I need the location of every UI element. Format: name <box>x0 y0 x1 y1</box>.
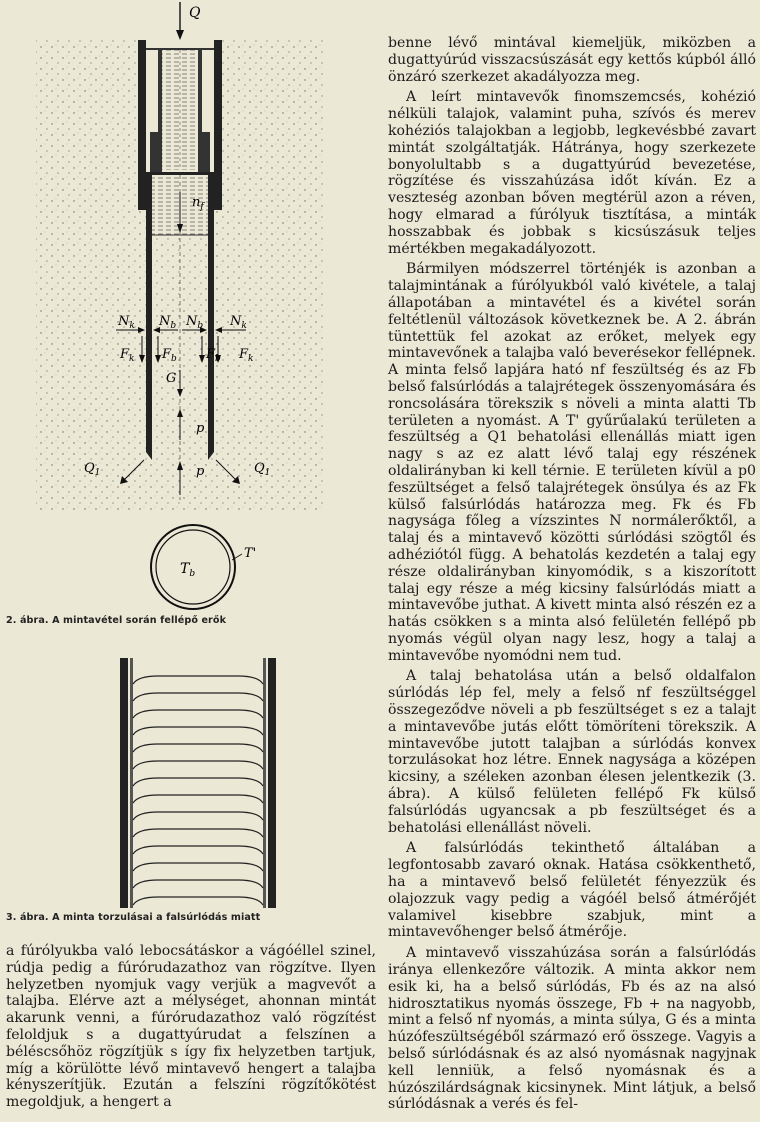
distortion-line <box>133 727 263 735</box>
paragraph: benne lévő mintával kiemeljük, miközben a dugattyúrúd visszacsúszását egy kettős kúpból álló önzáró szerkezet akadályozza meg. <box>388 35 756 85</box>
svg-text:Nk: $N_k$ <box>118 314 135 331</box>
distortion-line <box>133 778 263 786</box>
svg-text:Fb: $F_b$ <box>162 347 177 364</box>
distortion-line <box>133 761 263 769</box>
svg-text:p: p <box>196 421 205 436</box>
svg-text:Fb: $F_b$ <box>206 347 221 364</box>
svg-text:G: G <box>166 371 177 386</box>
distortion-line <box>133 693 263 701</box>
left-column-text <box>6 943 376 1111</box>
distortion-line <box>133 744 263 752</box>
right-column-text <box>388 35 756 1117</box>
distortion-line <box>133 795 263 803</box>
figure-2-sampler-forces <box>6 0 378 620</box>
distortion-line <box>133 880 263 888</box>
distortion-line <box>133 863 263 871</box>
paragraph: A leírt mintavevők finomszemcsés, kohézió nélküli talajok, valamint puha, szívós és merev kohéziós talajokban a legjobb, legkevésbbé zavart mintát szolgáltatják. Hátránya, hogy szerkezete bonyolultabb s a dugattyúrúd bevezetése, rögzítése és visszahúzása időt kíván. Ez a veszteség azonban bőven megtérül azon a réven, hogy elmarad a fúrólyuk tisztítása, a minták hosszabbak és jobbak s kicsúszásuk teljes mértékben megakadályozott. <box>388 89 756 257</box>
svg-text:T': T' <box>244 546 257 561</box>
svg-text:Q1: $Q_1$ <box>254 461 271 478</box>
distortion-line <box>133 812 263 820</box>
figure-3-sample-distortion <box>118 656 278 916</box>
distortion-line <box>133 710 263 718</box>
svg-text:p: p <box>196 464 205 479</box>
left-paragraph: a fúrólyukba való lebocsátáskor a vágóéllel szinel, rúdja pedig a fúrórudazathoz van rögzítve. Ilyen helyzetben nyomjuk vagy verjük a magvevőt a talajba. Elérve azt a mélységet, ahonnan mintát akarunk venni, a fúrórudazathoz való rögzítést feloldjuk s a dugattyúrudat a felszínen a béléscsőhöz rögzítjük s így fix helyzetben tartjuk, míg a körülötte lévő mintavevő hengert a talajba kényszerítjük. Ezután a felszíni rögzítőkötést megoldjuk, a hengert a <box>6 943 376 1111</box>
figure-3-caption: 3. ábra. A minta torzulásai a falsúrlódás miatt <box>6 912 261 923</box>
distortion-line <box>133 829 263 837</box>
svg-text:Fk: $F_k$ <box>120 347 135 364</box>
svg-text:nf: $n_f$ <box>192 195 204 212</box>
paragraph: A falsúrlódás tekinthető általában a legfontosabb zavaró oknak. Hatása csökkenthető, ha a mintavevő belső felületét fényezzük és olajozzuk vagy pedig a vágóél belső átmérőjét valamivel kisebbre szabjuk, mint a mintavevőhenger belső átmérője. <box>388 840 756 941</box>
paragraph: A talaj behatolása után a belső oldalfalon súrlódás lép fel, mely a felső nf feszültséggel összegeződve növeli a pb feszültséget s ez a talajt a mintavevőbe jutás előtt tömöríteni törekszik. A mintavevőbe jutott talajban a súrlódás konvex torzulásokat hoz létre. Ennek nagysága a középen kicsiny, a széleken azonban élesen jelentkezik (3. ábra). A külső felületen fellépő Fk külső falsúrlódás ugyancsak a pb feszültséget és a behatolási ellenállást növeli. <box>388 668 756 836</box>
svg-text:Nb: $N_b$ <box>159 314 177 331</box>
svg-text:Nb: $N_b$ <box>186 314 204 331</box>
distortion-line <box>133 846 263 854</box>
distortion-line <box>133 676 263 684</box>
svg-text:Fk: $F_k$ <box>239 347 254 364</box>
figure-2-caption: 2. ábra. A mintavétel során fellépő erők <box>6 615 227 626</box>
svg-text:Tb: $T_b$ <box>180 561 196 579</box>
paragraph: A mintavevő visszahúzása során a falsúrlódás iránya ellenkezőre változik. A minta akkor nem esik ki, ha a belső súrlódás, Fb és az na alsó hidrosztatikus nyomás összege, Fb + na nagyobb, mint a felső nf nyomás, a minta súlya, G és a minta húzófeszültségéből származó erő összege. Vagyis a belső súrlódásnak és az alsó nyomásnak nagyjnak kell lenniük, a felső nyomásnak és a húzószilárdságnak kicsinynek. Mint látjuk, a belső súrlódásnak a verés és fel- <box>388 945 756 1113</box>
distortion-line <box>133 897 263 905</box>
svg-text:Nk: $N_k$ <box>230 314 247 331</box>
svg-text:Q1: $Q_1$ <box>84 461 101 478</box>
label-q: Q <box>189 5 201 21</box>
paragraph: Bármilyen módszerrel történjék is azonban a talajmintának a fúrólyukból való kivétele, a talaj állapotában a mintavétel és a kivétel során feltétlenül változások következnek be. A 2. ábrán tüntettük fel azokat az erőket, melyek egy mintavevőnek a talajba való beverésekor fellépnek. A minta felső lapjára ható nf feszültség és az Fb belső falsúrlódás a talajrétegek összenyomására és roncsolására törekszik s növeli a minta alatti Tb területen a nyomást. A T' gyűrűalakú területen a feszültség a Q1 behatolási ellenállás miatt igen nagy s az ez alatt lévő talaj egy részének oldalirányban ki kell térnie. E területen kívül a p0 feszültséget a felső talajrétegek önsúlya és az Fk külső falsúrlódás határozza meg. Fk és Fb nagysága főleg a vízszintes N normálerőktől, a talaj és a mintavevő közötti súrlódási szögtől és adhéziótól függ. A behatolás kezdetén a talaj egy része oldalirányban kinyomódik, s a kiszorított talaj egy része a még kicsiny falsúrlódás miatt a mintavevőbe juthat. A kivett minta alsó részén ez a hatás csökken s a minta alsó felületén fellépő pb nyomás végül olyan nagy lesz, hogy a talaj a mintavevőbe nyomódni nem tud. <box>388 261 756 664</box>
